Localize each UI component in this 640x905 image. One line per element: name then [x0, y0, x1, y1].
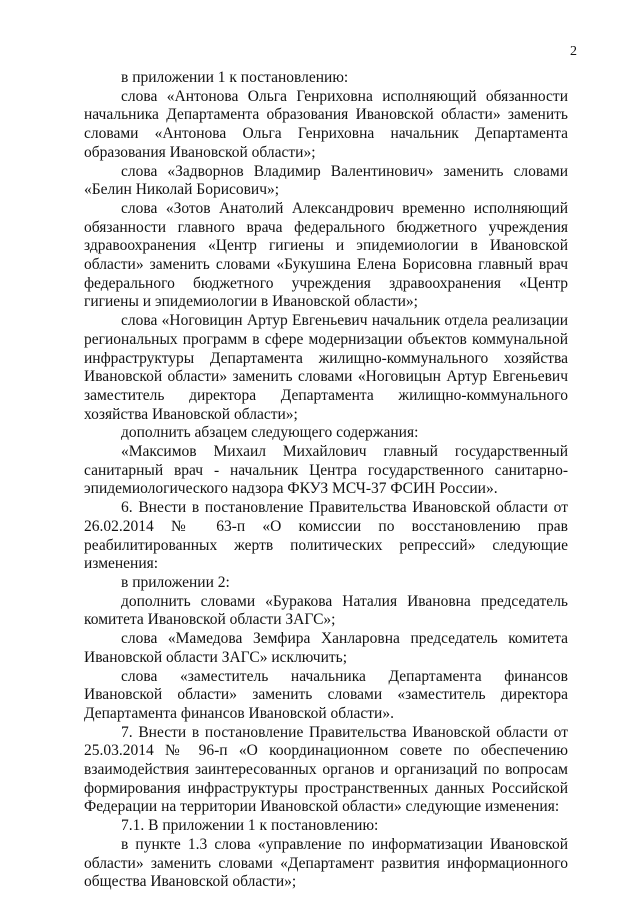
paragraph: слова «заместитель начальника Департамента финансов Ивановской области» заменить словами «заместитель директора Департамента финансов Ивановской области». — [84, 667, 568, 722]
paragraph: 6. Внести в постановление Правительства Ивановской области от 26.02.2014 № 63-п «О комиссии по восстановлению прав реабилитированных жертв политических репрессий» следующие изменения: — [84, 499, 568, 573]
paragraph: в приложении 2: — [121, 573, 230, 591]
paragraph: 7. Внести в постановление Правительства Ивановской области от 25.03.2014 № 96-п «О координационном совете по обеспечению взаимодействия заинтересованных органов и организаций по вопросам формирования инфраструктуры пространственных данных Российской Федерации на территории Ивановской области» следующие изменения: — [84, 723, 568, 816]
document-body — [84, 69, 568, 892]
paragraph: слова «Зотов Анатолий Александрович временно исполняющий обязанности главного врача федерального бюджетного учреждения здравоохранения «Центр гигиены и эпидемиологии в Ивановской области» заменить словами «Букушина Елена Борисовна главный врач федерального бюджетного учреждения здравоохранения «Центр гигиены и эпидемиологии в Ивановской области»; — [84, 199, 568, 311]
paragraph: слова «Мамедова Земфира Ханларовна председатель комитета Ивановской области ЗАГС» исключить; — [84, 630, 568, 666]
paragraph: слова «Ноговицин Артур Евгеньевич начальник отдела реализации региональных программ в сфере модернизации объектов коммунальной инфраструктуры Департамента жилищно-коммунального хозяйства Ивановской области» заменить словами «Ноговицын Артур Евгеньевич заместитель директора Департамента жилищно-коммунального хозяйства Ивановской области»; — [84, 312, 568, 423]
paragraph: в пункте 1.3 слова «управление по информатизации Ивановской области» заменить словами «Департамент развития информационного общества Ивановской области»; — [84, 835, 568, 891]
paragraph: дополнить абзацем следующего содержания: — [121, 424, 419, 442]
paragraph: слова «Антонова Ольга Генриховна исполняющий обязанности начальника Департамента образования Ивановской области» заменить словами «Антонова Ольга Генриховна начальник Департамента образования Ивановской области»; — [84, 87, 568, 161]
paragraph: слова «Задворнов Владимир Валентинович» заменить словами «Белин Николай Борисович»; — [84, 162, 568, 199]
paragraph: «Максимов Михаил Михайлович главный государственный санитарный врач - начальник Центра государственного санитарно-эпидемиологического надзора ФКУЗ МСЧ-37 ФСИН России». — [84, 443, 568, 498]
paragraph: дополнить словами «Буракова Наталия Ивановна председатель комитета Ивановской области ЗАГС»; — [84, 592, 568, 629]
paragraph: в приложении 1 к постановлению: — [121, 69, 349, 86]
paragraph: 7.1. В приложении 1 к постановлению: — [121, 817, 379, 835]
page-number: 2 — [570, 44, 577, 59]
